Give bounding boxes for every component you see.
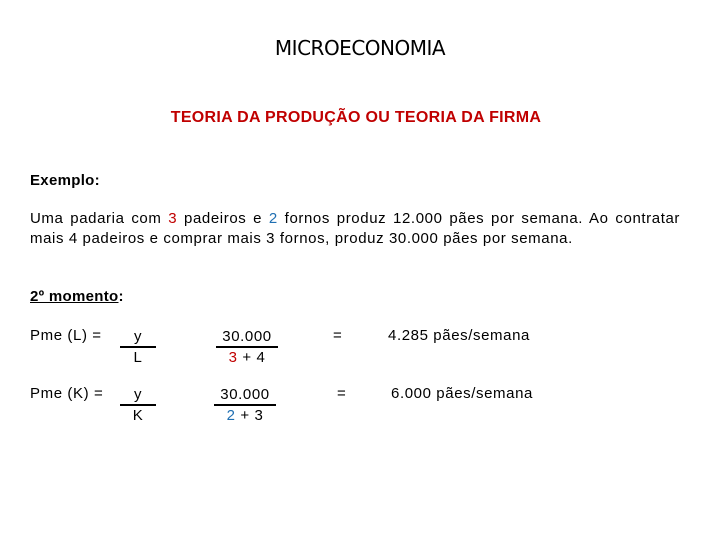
pme-l-equals: = bbox=[333, 327, 343, 344]
pme-k-calc-numerator: 30.000 bbox=[214, 385, 276, 406]
pme-k-calc-denominator bbox=[214, 406, 276, 425]
pme-l-calc-op: + bbox=[237, 349, 257, 366]
pme-l-label: Pme (L) = bbox=[30, 327, 102, 344]
pme-k-calc-op: + bbox=[235, 407, 255, 424]
pme-l-numerator: y bbox=[120, 327, 156, 348]
pme-k-denominator: K bbox=[132, 407, 144, 424]
example-label: Exemplo: bbox=[30, 172, 100, 189]
paragraph-text-2: padeiros e bbox=[177, 210, 269, 227]
pme-l-denominator: L bbox=[133, 349, 143, 366]
pme-l-calc-a: 3 bbox=[228, 349, 238, 366]
bakers-count: 3 bbox=[168, 210, 178, 227]
pme-k-result: 6.000 pães/semana bbox=[391, 385, 533, 402]
pme-k-calculation bbox=[214, 385, 276, 425]
pme-k-equals: = bbox=[337, 385, 347, 402]
pme-l-calc-numerator: 30.000 bbox=[216, 327, 278, 348]
moment-suffix: : bbox=[118, 288, 124, 305]
pme-l-formula bbox=[120, 327, 156, 367]
pme-k-calc-b: 3 bbox=[254, 407, 264, 424]
moment-label: 2º momento bbox=[30, 288, 119, 305]
paragraph-text-1: Uma padaria com bbox=[30, 210, 169, 227]
pme-l-result: 4.285 pães/semana bbox=[388, 327, 530, 344]
example-paragraph bbox=[30, 209, 680, 249]
pme-k-label: Pme (K) = bbox=[30, 385, 104, 402]
pme-l-calculation bbox=[216, 327, 278, 367]
pme-k-numerator: y bbox=[120, 385, 156, 406]
page-title: MICROECONOMIA bbox=[274, 36, 446, 60]
subtitle: TEORIA DA PRODUÇÃO OU TEORIA DA FIRMA bbox=[170, 109, 542, 126]
pme-l-calc-denominator bbox=[216, 348, 278, 367]
pme-k-calc-a: 2 bbox=[226, 407, 236, 424]
moment-heading bbox=[30, 288, 124, 305]
pme-l-calc-b: 4 bbox=[256, 349, 266, 366]
pme-k-formula bbox=[120, 385, 156, 425]
ovens-count: 2 bbox=[268, 210, 278, 227]
paragraph-text-3: fornos produz 12.000 pães por semana. Ao contratar mais 4 padeiros e comprar mais 3 fornos, produz 30.000 pães por semana. bbox=[30, 210, 680, 247]
